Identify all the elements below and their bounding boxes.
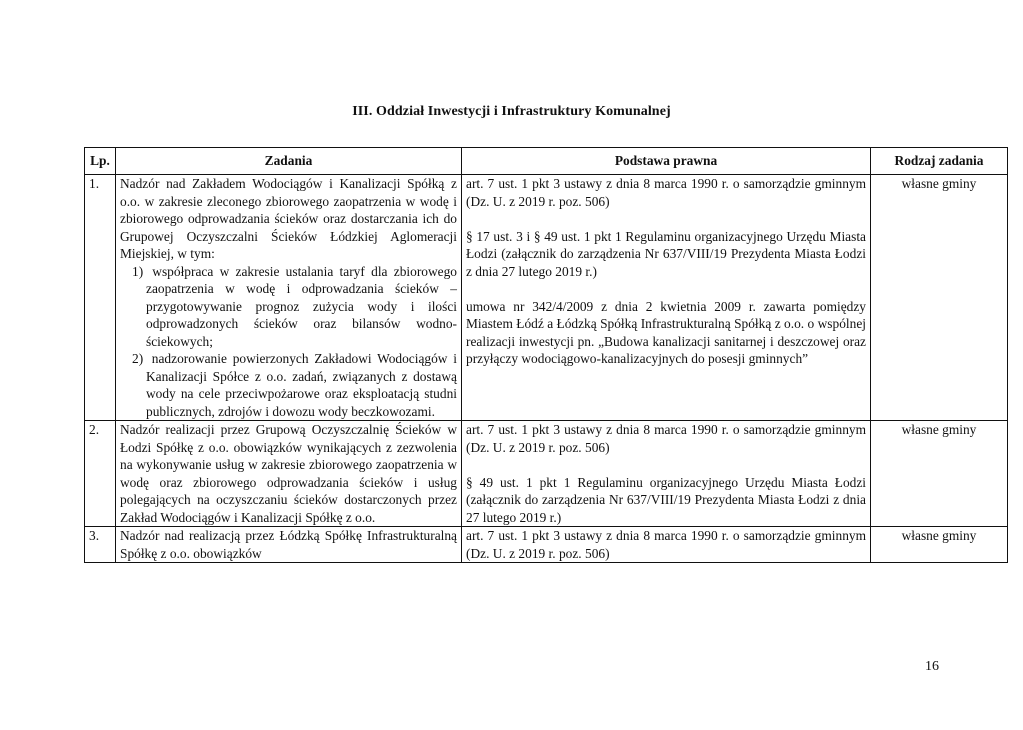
task-type: własne gminy — [871, 421, 1008, 527]
task-subitems — [120, 263, 457, 421]
legal-basis-item: umowa nr 342/4/2009 z dnia 2 kwietnia 2009 r. zawarta pomiędzy Miastem Łódź a Łódzką Spółką Infrastrukturalną Spółką z o.o. o wspólnej realizacji inwestycji pn. „Budowa kanalizacji sanitarnej i deszczowej oraz przyłączy wodociągowo-kanalizacyjnych do posesji gminnych” — [466, 298, 866, 366]
row-number: 2. — [85, 421, 116, 527]
table-row — [85, 421, 1008, 527]
task-subitem — [132, 350, 457, 420]
task-type: własne gminy — [871, 527, 1008, 563]
row-number: 3. — [85, 527, 116, 563]
section-title: III. Oddział Inwestycji i Infrastruktury Komunalnej — [352, 104, 671, 119]
header-zadania: Zadania — [116, 148, 462, 175]
task-cell — [116, 527, 462, 563]
table-header-row — [85, 148, 1008, 175]
legal-basis-item: § 49 ust. 1 pkt 1 Regulaminu organizacyjnego Urzędu Miasta Łodzi (załącznik do zarządzenia Nr 637/VIII/19 Prezydenta Miasta Łodzi z dnia 27 lutego 2019 r.) — [466, 474, 866, 525]
task-cell — [116, 421, 462, 527]
legal-basis-item: art. 7 ust. 1 pkt 3 ustawy z dnia 8 marca 1990 r. o samorządzie gminnym (Dz. U. z 2019 r. poz. 506) — [466, 422, 866, 455]
legal-basis-item: art. 7 ust. 1 pkt 3 ustawy z dnia 8 marca 1990 r. o samorządzie gminnym (Dz. U. z 2019 r. poz. 506) — [466, 176, 866, 209]
task-type: własne gminy — [871, 175, 1008, 421]
legal-basis-item: § 17 ust. 3 i § 49 ust. 1 pkt 1 Regulaminu organizacyjnego Urzędu Miasta Łodzi (załącznik do zarządzenia Nr 637/VIII/19 Prezydenta Miasta Łodzi z dnia 27 lutego 2019 r.) — [466, 228, 866, 279]
legal-basis-cell — [462, 527, 871, 563]
row-number: 1. — [85, 175, 116, 421]
page-number: 16 — [925, 659, 939, 674]
task-cell — [116, 175, 462, 421]
subitem-text: współpraca w zakresie ustalania taryf dla zbiorowego zaopatrzenia w wodę i odprowadzania ścieków – przygotowywanie prognoz zużycia wody i ilości odprowadzonych ścieków oraz bilansów wodno-ściekowych; — [146, 263, 457, 349]
subitem-number: 2) — [132, 351, 144, 366]
header-rodzaj: Rodzaj zadania — [871, 148, 1008, 175]
task-subitem — [132, 263, 457, 351]
legal-basis-cell — [462, 421, 871, 527]
header-podstawa: Podstawa prawna — [462, 148, 871, 175]
table-row — [85, 175, 1008, 421]
subitem-text: nadzorowanie powierzonych Zakładowi Wodociągów i Kanalizacji Spółce z o.o. zadań, związanych z dostawą wody na cele przeciwpożarowe oraz eksploatacją studni publicznych, zdrojów i dowozu wody beczkowozami. — [146, 351, 457, 419]
task-intro: Nadzór nad realizacją przez Łódzką Spółkę Infrastrukturalną Spółkę z o.o. obowiązków — [120, 528, 457, 561]
legal-basis-cell — [462, 175, 871, 421]
task-intro: Nadzór nad Zakładem Wodociągów i Kanalizacji Spółką z o.o. w zakresie zleconego zbiorowego zaopatrzenia w wodę i zbiorowego odprowadzania ścieków oraz dostarczania ich do Grupowej Oczyszczalni Ścieków Łódzkiej Aglomeracji Miejskiej, w tym: — [120, 176, 457, 261]
header-lp: Lp. — [85, 148, 116, 175]
subitem-number: 1) — [132, 263, 144, 279]
legal-basis-item: art. 7 ust. 1 pkt 3 ustawy z dnia 8 marca 1990 r. o samorządzie gminnym (Dz. U. z 2019 r. poz. 506) — [466, 528, 866, 561]
tasks-table — [84, 147, 1008, 563]
table-row — [85, 527, 1008, 563]
task-intro: Nadzór realizacji przez Grupową Oczyszczalnię Ścieków w Łodzi Spółkę z o.o. obowiązków wynikających z zezwolenia na wykonywanie usług w zakresie zbiorowego zaopatrzenia w wodę oraz zbiorowego odprowadzania ścieków i usług polegających na oczyszczaniu ścieków dostarczonych przez Zakład Wodociągów i Kanalizacji Spółkę z o.o. — [120, 422, 457, 525]
